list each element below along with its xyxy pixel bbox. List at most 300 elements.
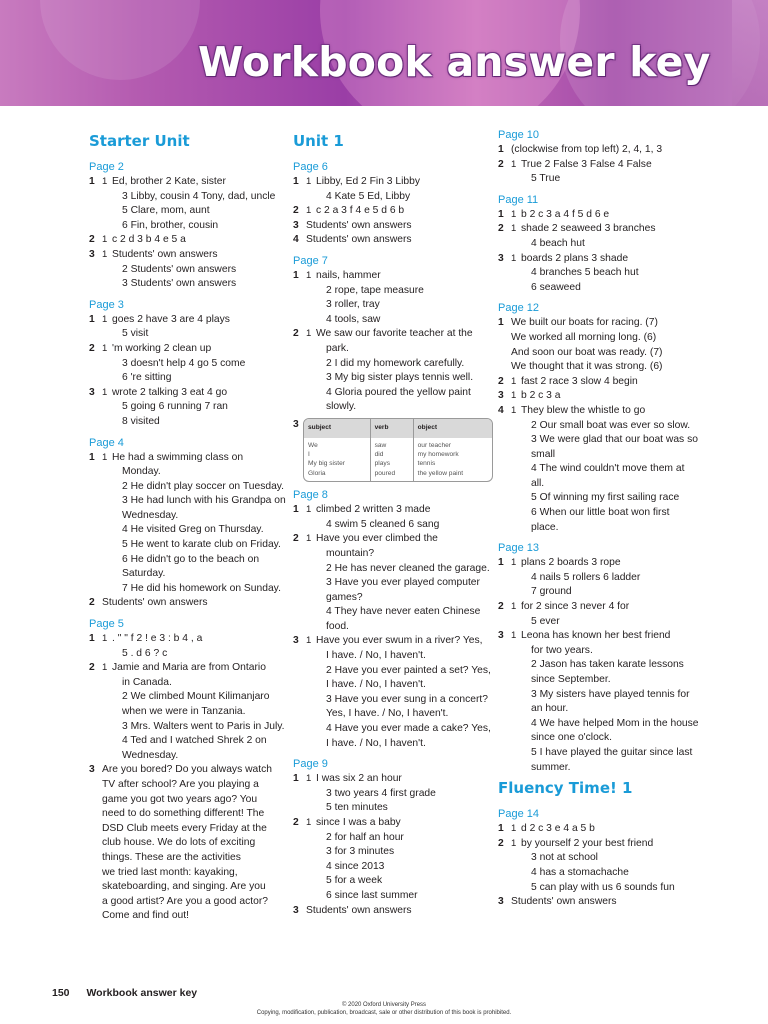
answer-line	[498, 506, 698, 521]
answer-text: 8 visited	[122, 415, 160, 427]
answer-line	[498, 822, 698, 837]
item-number: 1	[102, 342, 108, 354]
item-number: 1	[306, 205, 312, 217]
answer-line	[498, 433, 698, 448]
exercise-number: 2	[89, 597, 95, 609]
answer-text: 3 not at school	[531, 852, 598, 864]
item-number: 1	[102, 313, 108, 325]
answer-line	[89, 582, 279, 597]
answer-line	[293, 605, 491, 620]
exercise-number: 2	[89, 342, 95, 354]
answer-text: I have. / No, I haven't.	[326, 737, 426, 749]
answer-text: 6 When our little boat won first	[531, 507, 670, 519]
table-cell-line: saw	[374, 441, 387, 449]
answer-text: 7 ground	[531, 586, 572, 598]
unit-heading: Unit 1	[293, 132, 344, 150]
answer-line	[293, 327, 491, 342]
answer-text: 2 He didn't play soccer on Tuesday.	[122, 480, 285, 492]
exercise-number: 1	[293, 176, 299, 187]
answer-text: Students' own answers	[306, 234, 412, 246]
item-number: 1	[102, 451, 108, 463]
answer-text: an hour.	[531, 703, 569, 715]
answer-line	[89, 647, 279, 662]
answer-text: small	[531, 448, 556, 460]
answer-line	[293, 518, 491, 533]
answer-text: club house. We do lots of exciting	[102, 837, 256, 849]
answer-text: b 2 c 3 a 4 f 5 d 6 e	[521, 208, 610, 220]
footer-label: Workbook answer key	[86, 987, 198, 999]
exercise-number: 2	[498, 375, 504, 387]
exercise-number: 2	[293, 533, 299, 545]
answer-text: 6 Fin, brother, cousin	[122, 219, 219, 231]
answer-line	[293, 342, 491, 357]
answer-text: c 2 d 3 b 4 e 5 a	[112, 234, 186, 246]
answer-line	[89, 415, 279, 430]
answer-text: 5 . d 6 ? c	[122, 647, 168, 659]
answer-text: 3 He had lunch with his Grandpa on	[122, 495, 286, 507]
answer-text: 2 rope, tape measure	[326, 284, 424, 296]
item-number: 1	[306, 504, 312, 516]
answer-text: wrote 2 talking 3 eat 4 go	[112, 386, 228, 398]
exercise-number: 3	[498, 252, 504, 264]
answer-line	[89, 204, 279, 219]
answer-line	[498, 866, 698, 881]
page-heading: Page 9	[293, 758, 328, 771]
answer-line	[293, 634, 491, 649]
answer-text: Monday.	[122, 466, 161, 478]
answer-line	[293, 620, 491, 635]
item-number: 1	[306, 635, 312, 647]
answer-line	[89, 763, 279, 778]
answer-line	[498, 571, 698, 586]
table-header: subject	[304, 419, 370, 438]
answer-line	[89, 400, 279, 415]
answer-text: goes 2 have 3 are 4 plays	[112, 313, 230, 325]
table-cell-line: our teacher	[417, 441, 451, 449]
answer-line	[498, 448, 698, 463]
answer-line	[498, 673, 698, 688]
answer-text: 4 beach hut	[531, 237, 585, 249]
item-number: 1	[102, 386, 108, 398]
answer-line	[89, 386, 279, 401]
answer-line	[89, 705, 279, 720]
answer-line	[293, 772, 491, 787]
answer-text: nails, hammer	[316, 269, 381, 281]
exercise-number: 2	[293, 817, 299, 828]
answer-line	[89, 494, 286, 509]
answer-text: I have. / No, I haven't.	[326, 679, 426, 691]
answer-text: 3 My big sister plays tennis well.	[326, 372, 474, 384]
page-heading: Page 11	[498, 193, 539, 206]
answer-line	[498, 731, 698, 746]
answer-line	[293, 371, 491, 386]
answer-text: all.	[531, 477, 545, 489]
answer-line	[498, 375, 698, 390]
answer-text: 5 Clare, mom, aunt	[122, 205, 210, 217]
answer-text: 2 We climbed Mount Kilimanjaro	[122, 691, 270, 703]
exercise-number: 1	[293, 269, 299, 281]
exercise-number: 1	[293, 773, 299, 785]
item-number: 1	[511, 158, 517, 170]
page-heading: Page 5	[89, 618, 124, 631]
item-number: 1	[306, 269, 312, 281]
answer-line	[293, 904, 491, 919]
answer-line	[293, 845, 491, 860]
answer-line	[89, 676, 279, 691]
answer-text: by yourself 2 your best friend	[521, 837, 654, 849]
answer-line	[293, 503, 491, 518]
answer-text: Have you ever climbed the	[316, 533, 438, 545]
answer-text: climbed 2 written 3 made	[316, 504, 431, 516]
answer-text: 2 Our small boat was ever so slow.	[531, 419, 691, 431]
answer-text: Leona has known her best friend	[521, 630, 671, 642]
item-number: 1	[306, 773, 312, 785]
answer-text: 4 We have helped Mom in the house	[531, 717, 699, 729]
answer-line	[89, 822, 279, 837]
table-header: object	[413, 419, 492, 438]
answer-line	[89, 465, 279, 480]
answer-line	[89, 807, 279, 822]
exercise-number: 1	[498, 557, 504, 569]
answer-line	[293, 204, 491, 219]
answer-line	[498, 881, 698, 896]
answer-line	[498, 702, 698, 717]
answer-text: 5 ever	[531, 615, 560, 627]
answer-text: 5 I have played the guitar since last	[531, 746, 693, 758]
answer-line	[293, 562, 491, 577]
answer-text: 4 Kate 5 Ed, Libby	[326, 190, 411, 202]
answer-text: 2 He has never cleaned the garage.	[326, 562, 490, 574]
answer-line	[89, 793, 279, 808]
item-number: 1	[102, 176, 108, 187]
answer-text: Yes, I have. / No, I haven't.	[326, 708, 449, 720]
answer-line	[89, 233, 279, 248]
answer-text: We saw our favorite teacher at the	[316, 328, 473, 340]
answer-line	[89, 690, 279, 705]
answer-text: Students' own answers	[102, 597, 208, 609]
answer-line	[498, 389, 698, 404]
answer-text: since one o'clock.	[531, 732, 612, 744]
answer-line	[89, 661, 279, 676]
answer-text: boards 2 plans 3 shade	[521, 252, 629, 264]
answer-line	[498, 585, 698, 600]
answer-text: 5 can play with us 6 sounds fun	[531, 881, 675, 893]
footer	[52, 987, 197, 999]
answer-line	[293, 313, 491, 328]
answer-line	[89, 263, 279, 278]
answer-line	[498, 360, 698, 375]
item-number: 1	[102, 662, 108, 674]
answer-line	[89, 851, 279, 866]
answer-text: 5 visit	[122, 328, 149, 340]
exercise-number: 2	[89, 662, 95, 674]
item-number: 1	[511, 404, 517, 416]
answer-text: shade 2 seaweed 3 branches	[521, 223, 656, 235]
exercise-number: 2	[498, 158, 504, 170]
answer-text: 4 nails 5 rollers 6 ladder	[531, 571, 641, 583]
answer-line	[498, 851, 698, 866]
answer-line	[293, 707, 491, 722]
answer-line	[293, 386, 491, 401]
answer-text: when we were in Tanzania.	[122, 706, 246, 717]
answer-text: 3 Mrs. Walters went to Paris in July.	[122, 720, 285, 732]
table-cell	[304, 438, 370, 482]
table-cell-line: My big sister	[308, 460, 346, 468]
answer-text: We built our boats for racing. (7)	[511, 317, 658, 329]
answer-text: 5 He went to karate club on Friday.	[122, 539, 281, 551]
answer-line	[293, 298, 491, 313]
answer-text: 2 for half an hour	[326, 831, 404, 843]
exercise-number: 2	[498, 837, 504, 849]
answer-text: TV after school? Are you playing a	[102, 778, 259, 790]
answer-line	[498, 281, 698, 296]
answer-text: 7 He did his homework on Sunday.	[122, 582, 281, 594]
answer-line	[89, 749, 279, 764]
answer-line	[293, 860, 491, 875]
answer-line	[293, 175, 491, 190]
answer-line	[498, 462, 698, 477]
answer-text: park.	[326, 342, 349, 354]
answer-text: 3 Students' own answers	[122, 278, 237, 290]
item-number: 1	[511, 837, 517, 849]
sentence-parts-table	[303, 418, 493, 482]
answer-line	[89, 523, 279, 538]
item-number: 1	[306, 328, 312, 340]
answer-line	[498, 644, 698, 659]
answer-line	[89, 720, 285, 735]
answer-text: 3 Have you ever played computer	[326, 577, 480, 589]
answer-line	[89, 880, 279, 895]
table-cell-line: did	[374, 450, 384, 458]
answer-text: 4 Gloria poured the yellow paint	[326, 386, 471, 398]
answer-text: we tried last month: kayaking,	[102, 866, 238, 878]
answer-line	[89, 836, 279, 851]
answer-line	[89, 313, 279, 328]
exercise-number: 2	[498, 223, 504, 235]
answer-column-1	[89, 128, 286, 924]
answer-text: I have. / No, I haven't.	[326, 650, 426, 662]
page-heading: Page 8	[293, 489, 328, 502]
answer-line	[498, 266, 698, 281]
answer-line	[498, 761, 698, 776]
page-title: Workbook answer key	[198, 38, 711, 86]
answer-line	[89, 175, 279, 190]
exercise-number: 3	[498, 390, 504, 402]
answer-text: things. These are the activities	[102, 851, 241, 863]
answer-line	[293, 591, 491, 606]
exercise-number: 2	[498, 601, 504, 613]
exercise-number: 3	[293, 418, 299, 430]
answer-text: Have you ever swum in a river? Yes,	[316, 635, 483, 647]
answer-line	[293, 400, 491, 415]
banner-edge	[732, 0, 768, 106]
table-cell-line: We	[308, 441, 318, 449]
answer-text: 4 He visited Greg on Thursday.	[122, 524, 264, 536]
answer-line	[498, 615, 698, 630]
answer-text: 4 Ted and I watched Shrek 2 on	[122, 735, 267, 747]
answer-line	[89, 866, 279, 881]
answer-text: 5 Of winning my first sailing race	[531, 492, 680, 504]
answer-text: 3 roller, tray	[326, 299, 380, 311]
answer-line	[89, 248, 279, 263]
answer-text: 3 My sisters have played tennis for	[531, 688, 690, 700]
answer-text: They blew the whistle to go	[521, 404, 646, 416]
page-heading: Page 7	[293, 254, 328, 267]
answer-line	[498, 895, 698, 910]
answer-text: True 2 False 3 False 4 False	[521, 158, 652, 170]
item-number: 1	[511, 375, 517, 387]
item-number: 1	[306, 176, 312, 187]
item-number: 1	[102, 633, 108, 645]
table-cell	[370, 438, 413, 482]
answer-text: 5 for a week	[326, 875, 383, 887]
answer-line	[498, 658, 698, 673]
answer-line	[498, 331, 698, 346]
answer-line	[293, 649, 491, 664]
answer-text: 4 They have never eaten Chinese	[326, 606, 481, 618]
answer-text: Wednesday.	[122, 509, 179, 521]
answer-line	[498, 172, 698, 187]
answer-line	[293, 693, 491, 708]
answer-line	[293, 801, 491, 816]
answer-text: 6 seaweed	[531, 281, 581, 293]
answer-text: c 2 a 3 f 4 e 5 d 6 b	[316, 205, 405, 217]
answer-line	[89, 371, 279, 386]
answer-text: 4 branches 5 beach hut	[531, 267, 639, 279]
item-number: 1	[102, 234, 108, 246]
answer-text: Students' own answers	[306, 219, 412, 231]
answer-line	[498, 252, 698, 267]
answer-line	[89, 451, 279, 466]
item-number: 1	[511, 390, 517, 402]
item-number: 1	[511, 557, 517, 569]
answer-line	[89, 909, 279, 924]
answer-line	[89, 553, 279, 568]
answer-text: for 2 since 3 never 4 for	[521, 601, 630, 613]
answer-line	[293, 190, 491, 205]
answer-line	[498, 629, 698, 644]
answer-text: Students' own answers	[511, 896, 617, 908]
answer-line	[293, 576, 491, 591]
answer-line	[498, 600, 698, 615]
item-number: 1	[511, 601, 517, 613]
answer-line	[498, 346, 698, 361]
answer-text: I was six 2 an hour	[316, 773, 402, 785]
answer-text: (clockwise from top left) 2, 4, 1, 3	[511, 144, 663, 155]
answer-line	[498, 688, 698, 703]
answer-line	[498, 237, 698, 252]
unit-heading: Fluency Time! 1	[498, 779, 633, 798]
exercise-number: 1	[498, 208, 504, 220]
page-heading: Page 13	[498, 542, 539, 555]
answer-text: for two years.	[531, 644, 593, 656]
answer-text: Students' own answers	[306, 904, 412, 916]
item-number: 1	[511, 823, 517, 835]
answer-line	[498, 316, 698, 331]
answer-line	[89, 596, 279, 611]
copyright-notice: Copying, modification, publication, broadcast, sale or other distribution of this book is prohibited.	[256, 1010, 512, 1016]
answer-text: We worked all morning long. (6)	[511, 331, 657, 343]
answer-text: b 2 c 3 a	[521, 390, 561, 402]
answer-text: 2 Students' own answers	[122, 263, 237, 275]
answer-text: 3 two years 4 first grade	[326, 787, 436, 799]
answer-line	[293, 357, 491, 372]
page-heading: Page 6	[293, 161, 328, 173]
answer-line	[89, 567, 279, 582]
answer-line	[293, 678, 491, 693]
exercise-number: 3	[498, 896, 504, 908]
answer-text: 'm working 2 clean up	[112, 342, 212, 354]
table-cell-line: I	[308, 450, 310, 458]
table-header: verb	[370, 419, 413, 438]
answer-line	[89, 190, 279, 205]
exercise-number: 3	[293, 635, 299, 647]
answer-line	[89, 509, 279, 524]
answer-text: 6 He didn't go to the beach on	[122, 553, 260, 565]
answer-text: 5 going 6 running 7 ran	[122, 401, 228, 413]
table-cell	[413, 438, 492, 482]
answer-text: And soon our boat was ready. (7)	[511, 346, 663, 358]
answer-text: Students' own answers	[112, 248, 218, 260]
answer-column-3	[498, 128, 698, 910]
answer-line	[89, 895, 279, 910]
answer-line	[498, 477, 698, 492]
answer-line	[498, 556, 698, 571]
exercise-number: 1	[89, 313, 95, 325]
page-heading: Page 2	[89, 161, 124, 173]
answer-line	[293, 787, 491, 802]
table-cell-line: poured	[374, 469, 396, 477]
exercise-number: 3	[293, 904, 299, 916]
answer-line	[498, 222, 698, 237]
answer-text: 2 I did my homework carefully.	[326, 357, 465, 369]
title-banner	[0, 0, 768, 106]
item-number: 1	[511, 223, 517, 235]
page-heading: Page 10	[498, 129, 539, 141]
answer-line	[498, 143, 698, 158]
table-cell-line: plays	[374, 460, 390, 468]
answer-line	[293, 269, 491, 284]
exercise-number: 3	[89, 386, 95, 398]
answer-line	[293, 664, 491, 679]
exercise-number: 1	[89, 633, 95, 645]
answer-text: mountain?	[326, 547, 375, 559]
answer-text: need to do something different! The	[102, 808, 265, 820]
answer-text: food.	[326, 620, 349, 632]
item-number: 1	[511, 252, 517, 264]
page-heading: Page 3	[89, 298, 124, 311]
exercise-number: 3	[89, 248, 95, 260]
item-number: 1	[511, 630, 517, 642]
exercise-number: 4	[293, 234, 299, 246]
exercise-number: 1	[498, 317, 504, 329]
answer-text: a good artist? Are you a good actor?	[102, 895, 269, 907]
answer-line	[89, 219, 279, 234]
answer-text: skateboarding, and singing. Are you	[102, 881, 266, 893]
exercise-number: 1	[293, 504, 299, 516]
answer-table-block	[293, 418, 491, 482]
answer-text: since I was a baby	[316, 817, 401, 828]
answer-text: Jamie and Maria are from Ontario	[112, 662, 266, 674]
answer-line	[293, 547, 491, 562]
banner-glow	[40, 0, 200, 80]
answer-line	[89, 538, 279, 553]
answer-line	[498, 158, 698, 173]
answer-line	[89, 342, 279, 357]
answer-text: Are you bored? Do you always watch	[102, 764, 272, 776]
answer-text: 5 True	[531, 173, 561, 185]
exercise-number: 1	[89, 176, 95, 187]
